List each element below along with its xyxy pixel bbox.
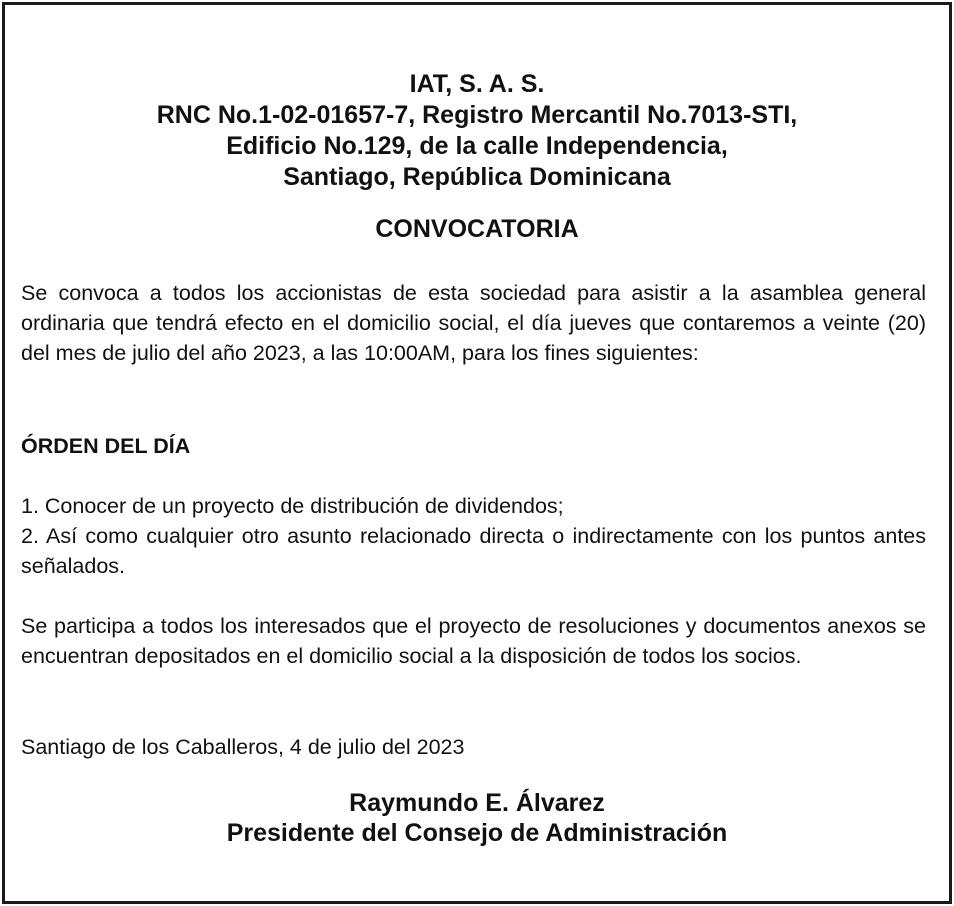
company-address: Edificio No.129, de la calle Independencia, [226,132,728,160]
company-registry: RNC No.1-02-01657-7, Registro Mercantil No.7013-STI, [156,101,798,129]
intro-paragraph: Se convoca a todos los accionistas de esta sociedad para asistir a la asamblea general ordinaria que tendrá efecto en el domicilio social, el día jueves que contaremos a veinte (20) del mes de julio del año 2023, a las 10:00AM, para los fines siguientes: [21,281,926,365]
notice-frame [2,2,952,904]
company-name: IAT, S. A. S. [409,70,545,98]
company-city: Santiago, República Dominicana [283,163,671,191]
agenda-heading: ÓRDEN DEL DÍA [21,434,191,458]
agenda-item: 2. Así como cualquier otro asunto relacionado directa o indirectamente con los puntos antes señalados. [21,524,926,578]
notice-paragraph: Se participa a todos los interesados que el proyecto de resoluciones y documentos anexos se encuentran depositados en el domicilio social a la disposición de todos los socios. [21,614,926,668]
agenda-list [21,491,926,581]
notice-title: CONVOCATORIA [375,215,579,243]
signatory-name: Raymundo E. Álvarez [349,789,605,817]
agenda-item: 1. Conocer de un proyecto de distribución de dividendos; [21,494,564,518]
place-date: Santiago de los Caballeros, 4 de julio del 2023 [21,735,465,759]
signatory-role: Presidente del Consejo de Administración [226,819,728,847]
signature-block [5,788,949,848]
company-header [5,69,949,193]
